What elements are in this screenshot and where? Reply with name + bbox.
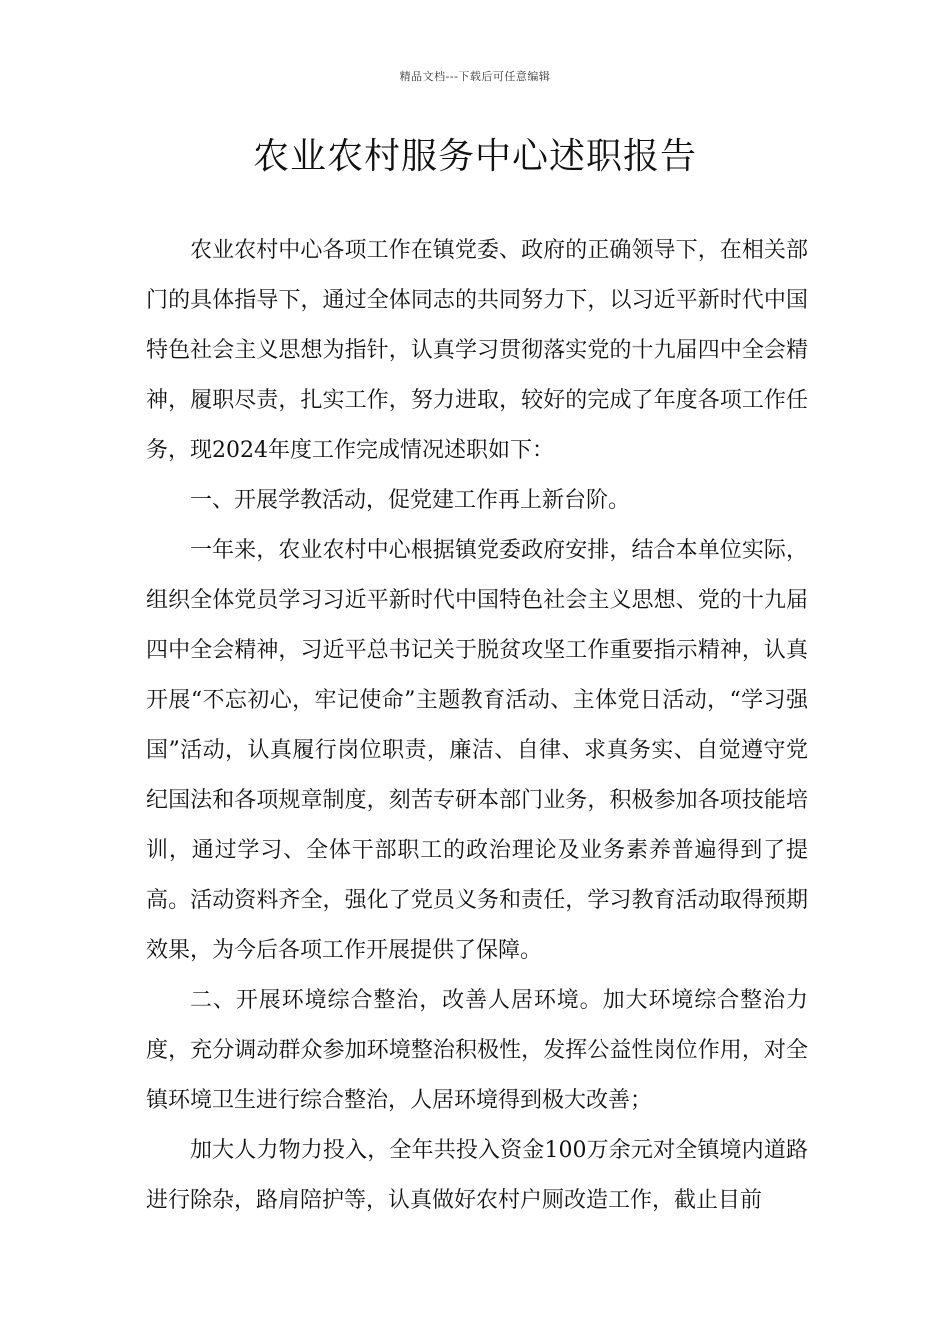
paragraph-section-2: 二、开展环境综合整治，改善人居环境。加大环境综合整治力度，充分调动群众参加环境整治积极性，发挥公益性岗位作用，对全镇环境卫生进行综合整治，人居环境得到极大改善； (146, 988, 808, 1113)
paragraph-section-1-heading: 一、开展学教活动，促党建工作再上新台阶。 (190, 488, 631, 513)
document-body (146, 226, 808, 1226)
paragraph-investment: 加大人力物力投入，全年共投入资金100万余元对全镇境内道路进行除杂，路肩陪护等，认真做好农村户厕改造工作，截止目前 (146, 1138, 808, 1213)
document-title: 农业农村服务中心述职报告 (252, 136, 697, 177)
paragraph-section-1-body: 一年来，农业农村中心根据镇党委政府安排，结合本单位实际，组织全体党员学习习近平新时代中国特色社会主义思想、党的十九届四中全会精神，习近平总书记关于脱贫攻坚工作重要指示精神，认真开展“不忘初心，牢记使命”主题教育活动、主体党日活动，“学习强国”活动，认真履行岗位职责，廉洁、自律、求真务实、自觉遵守党纪国法和各项规章制度，刻苦专研本部门业务，积极参加各项技能培训，通过学习、全体干部职工的政治理论及业务素养普遍得到了提高。活动资料齐全，强化了党员义务和责任，学习教育活动取得预期效果，为今后各项工作开展提供了保障。 (146, 538, 808, 963)
paragraph-intro: 农业农村中心各项工作在镇党委、政府的正确领导下，在相关部门的具体指导下，通过全体同志的共同努力下，以习近平新时代中国特色社会主义思想为指针，认真学习贯彻落实党的十九届四中全会精神，履职尽责，扎实工作，努力进取，较好的完成了年度各项工作任务，现2024年度工作完成情况述职如下： (146, 238, 808, 463)
header-note: 精品文档---下载后可任意编辑 (399, 70, 551, 83)
